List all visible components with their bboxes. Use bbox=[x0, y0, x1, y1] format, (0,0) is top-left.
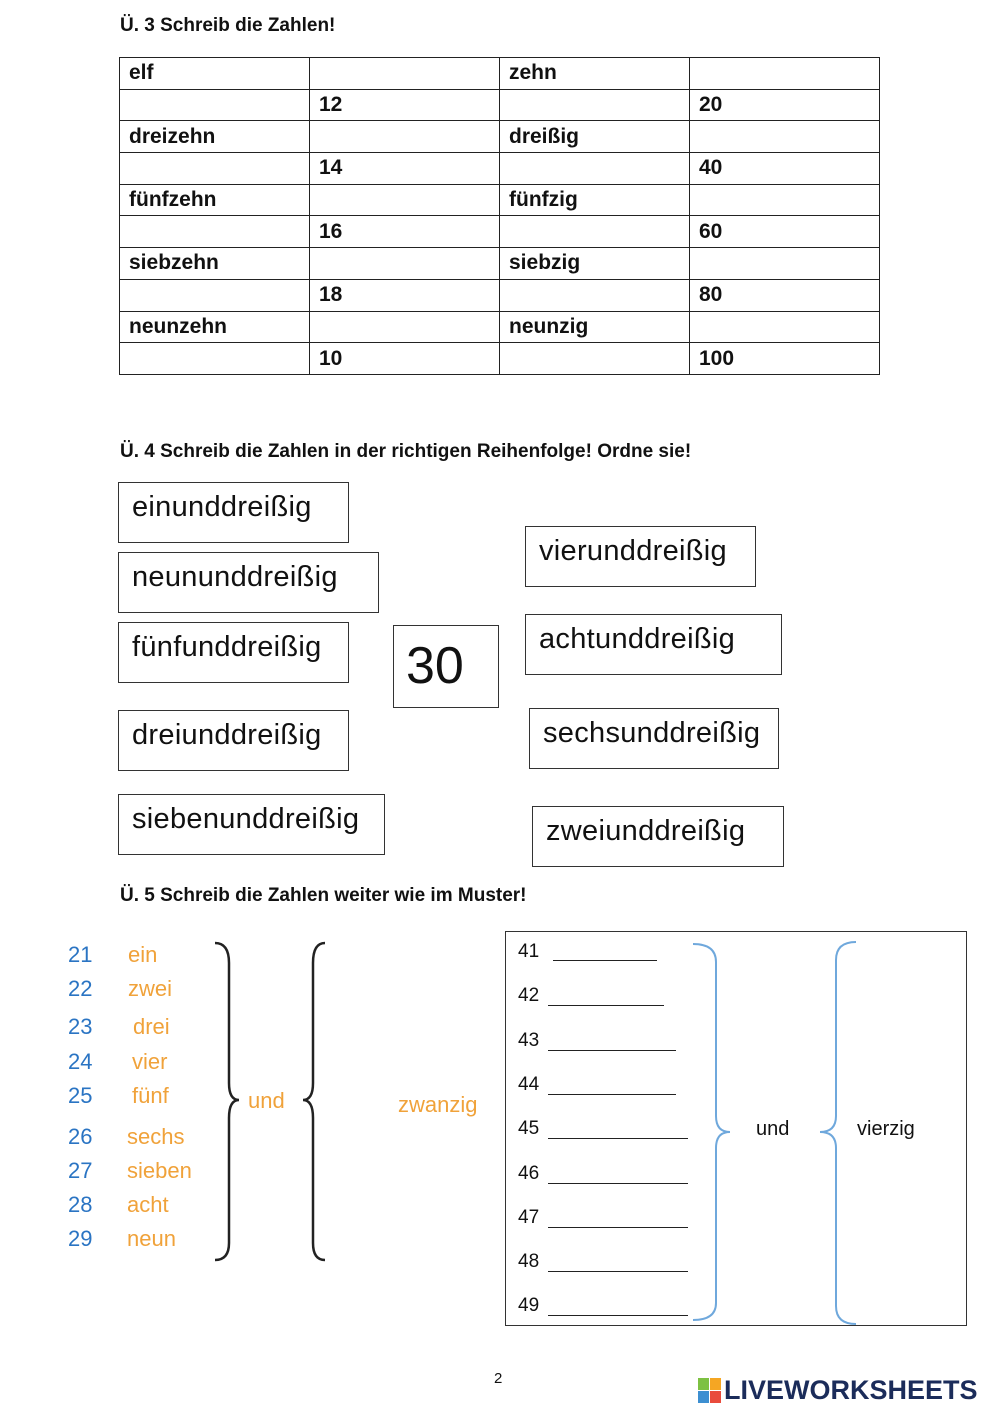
word-card[interactable]: vierunddreißig bbox=[525, 526, 756, 587]
task-number: 44 bbox=[518, 1074, 540, 1095]
answer-cell[interactable] bbox=[690, 121, 880, 153]
example-number: 27 bbox=[68, 1158, 93, 1183]
answer-line[interactable] bbox=[548, 1005, 664, 1006]
example-word: drei bbox=[133, 1014, 170, 1039]
task-number: 45 bbox=[518, 1118, 540, 1139]
answer-cell[interactable] bbox=[690, 184, 880, 216]
answer-line[interactable] bbox=[553, 960, 657, 961]
task-number: 41 bbox=[518, 941, 540, 962]
answer-cell[interactable] bbox=[120, 89, 310, 121]
answer-cell[interactable] bbox=[500, 153, 690, 185]
table-row bbox=[120, 58, 880, 90]
table-row bbox=[120, 216, 880, 248]
word-card[interactable]: siebenunddreißig bbox=[118, 794, 385, 855]
table-row bbox=[120, 279, 880, 311]
table-cell: 100 bbox=[690, 343, 880, 375]
example-number: 28 bbox=[68, 1192, 93, 1217]
table-row bbox=[120, 121, 880, 153]
closing-brace-icon bbox=[215, 943, 239, 1260]
word-card[interactable]: neununddreißig bbox=[118, 552, 379, 613]
table-row bbox=[120, 89, 880, 121]
table-cell: 12 bbox=[310, 89, 500, 121]
task-number: 47 bbox=[518, 1207, 540, 1228]
example-number: 23 bbox=[68, 1014, 93, 1039]
table-cell: zehn bbox=[500, 58, 690, 90]
example-tens: zwanzig bbox=[398, 1092, 478, 1117]
answer-cell[interactable] bbox=[120, 343, 310, 375]
word-card[interactable]: zweiunddreißig bbox=[532, 806, 784, 867]
table-cell: siebzehn bbox=[120, 248, 310, 280]
table-row bbox=[120, 153, 880, 185]
ex4-heading: Ü. 4 Schreib die Zahlen in der richtigen Reihenfolge! Ordne sie! bbox=[120, 441, 692, 462]
word-card[interactable]: achtunddreißig bbox=[525, 614, 782, 675]
task-number: 43 bbox=[518, 1030, 540, 1051]
answer-cell[interactable] bbox=[310, 184, 500, 216]
answer-cell[interactable] bbox=[310, 121, 500, 153]
example-word: sieben bbox=[127, 1158, 192, 1183]
word-card[interactable]: dreiunddreißig bbox=[118, 710, 349, 771]
table-cell: fünfzig bbox=[500, 184, 690, 216]
answer-cell[interactable] bbox=[690, 58, 880, 90]
example-word: acht bbox=[127, 1192, 169, 1217]
example-number: 22 bbox=[68, 976, 93, 1001]
answer-cell[interactable] bbox=[690, 311, 880, 343]
example-und: und bbox=[248, 1088, 285, 1113]
answer-line[interactable] bbox=[548, 1271, 688, 1272]
liveworksheets-logo: LIVEWORKSHEETS bbox=[724, 1375, 978, 1405]
answer-cell[interactable] bbox=[690, 248, 880, 280]
answer-cell[interactable] bbox=[500, 343, 690, 375]
answer-line[interactable] bbox=[548, 1050, 676, 1051]
table-cell: 14 bbox=[310, 153, 500, 185]
page-number: 2 bbox=[494, 1370, 503, 1387]
table-cell: fünfzehn bbox=[120, 184, 310, 216]
example-word: ein bbox=[128, 942, 158, 967]
example-number: 21 bbox=[68, 942, 93, 967]
start-number-card: 30 bbox=[393, 625, 499, 708]
answer-cell[interactable] bbox=[120, 153, 310, 185]
example-number: 26 bbox=[68, 1124, 93, 1149]
table-cell: elf bbox=[120, 58, 310, 90]
example-number: 24 bbox=[68, 1049, 93, 1074]
opening-brace-icon bbox=[303, 943, 325, 1260]
word-card[interactable]: fünfunddreißig bbox=[118, 622, 349, 683]
task-tens: vierzig bbox=[857, 1118, 915, 1140]
word-card[interactable]: sechsunddreißig bbox=[529, 708, 779, 769]
table-cell: 40 bbox=[690, 153, 880, 185]
table-cell: neunzehn bbox=[120, 311, 310, 343]
answer-line[interactable] bbox=[548, 1138, 688, 1139]
table-cell: 20 bbox=[690, 89, 880, 121]
table-cell: neunzig bbox=[500, 311, 690, 343]
task-number: 48 bbox=[518, 1251, 540, 1272]
table-cell: 60 bbox=[690, 216, 880, 248]
answer-cell[interactable] bbox=[500, 216, 690, 248]
table-row bbox=[120, 311, 880, 343]
answer-line[interactable] bbox=[548, 1227, 688, 1228]
answer-line[interactable] bbox=[548, 1183, 688, 1184]
answer-cell[interactable] bbox=[500, 89, 690, 121]
table-row bbox=[120, 343, 880, 375]
table-cell: 80 bbox=[690, 279, 880, 311]
ex3-heading: Ü. 3 Schreib die Zahlen! bbox=[120, 15, 336, 36]
example-number: 25 bbox=[68, 1083, 93, 1108]
task-und: und bbox=[756, 1118, 790, 1140]
answer-line[interactable] bbox=[548, 1315, 688, 1316]
example-word: vier bbox=[132, 1049, 168, 1074]
table-cell: dreißig bbox=[500, 121, 690, 153]
table-row bbox=[120, 184, 880, 216]
example-word: neun bbox=[127, 1226, 176, 1251]
word-card[interactable]: einunddreißig bbox=[118, 482, 349, 543]
table-row bbox=[120, 248, 880, 280]
opening-brace-icon bbox=[820, 942, 856, 1324]
answer-cell[interactable] bbox=[310, 248, 500, 280]
answer-cell[interactable] bbox=[500, 279, 690, 311]
ex5-heading: Ü. 5 Schreib die Zahlen weiter wie im Muster! bbox=[120, 885, 527, 906]
answer-line[interactable] bbox=[548, 1094, 676, 1095]
table-cell: siebzig bbox=[500, 248, 690, 280]
example-word: sechs bbox=[127, 1124, 185, 1149]
example-word: fünf bbox=[132, 1083, 169, 1108]
table-cell: 10 bbox=[310, 343, 500, 375]
table-cell: 16 bbox=[310, 216, 500, 248]
closing-brace-icon bbox=[693, 944, 730, 1320]
numbers-table bbox=[119, 57, 880, 375]
answer-cell[interactable] bbox=[310, 311, 500, 343]
answer-cell[interactable] bbox=[120, 279, 310, 311]
task-number: 46 bbox=[518, 1163, 540, 1184]
example-number: 29 bbox=[68, 1226, 93, 1251]
answer-cell[interactable] bbox=[120, 216, 310, 248]
liveworksheets-logo-icon bbox=[698, 1378, 722, 1404]
table-cell: dreizehn bbox=[120, 121, 310, 153]
example-word: zwei bbox=[128, 976, 173, 1001]
task-number: 42 bbox=[518, 985, 540, 1006]
table-cell: 18 bbox=[310, 279, 500, 311]
task-number: 49 bbox=[518, 1295, 540, 1316]
answer-cell[interactable] bbox=[310, 58, 500, 90]
